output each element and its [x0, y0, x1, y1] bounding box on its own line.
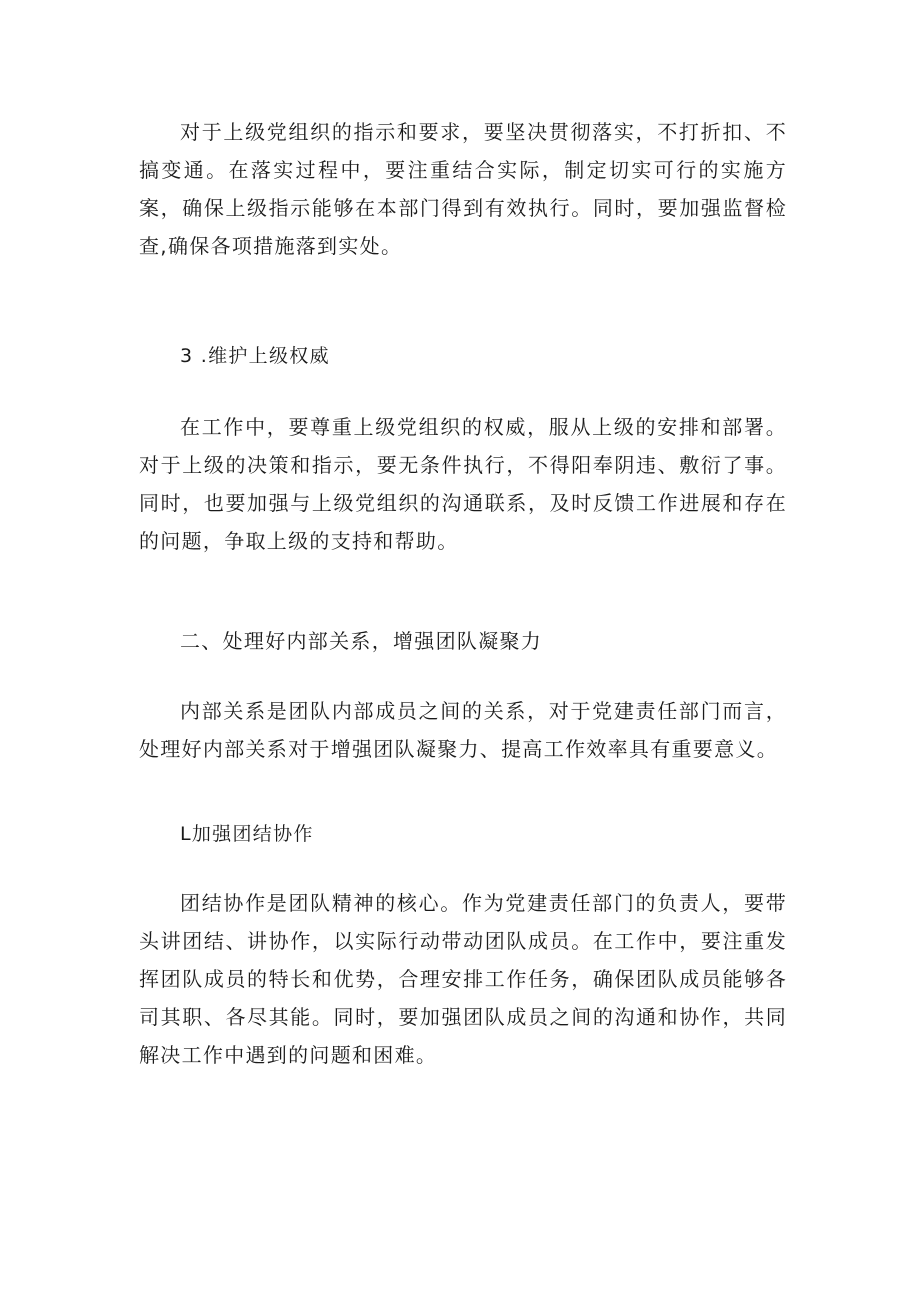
- section-heading-internal-relations: 二、处理好内部关系，增强团队凝聚力: [180, 629, 543, 653]
- paragraph-implement-instructions: 对于上级党组织的指示和要求，要坚决贯彻落实，不打折扣、不搞变通。在落实过程中，要注重结合实际，制定切实可行的实施方案，确保上级指示能够在本部门得到有效执行。同时，要加强监督检查,确保各项措施落到实处。: [139, 120, 787, 258]
- paragraph-respect-authority: 在工作中，要尊重上级党组织的权威，服从上级的安排和部署。对于上级的决策和指示，要无条件执行，不得阳奉阴违、敷衍了事。同时，也要加强与上级党组织的沟通联系，及时反馈工作进展和存在的问题，争取上级的支持和帮助。: [139, 415, 787, 553]
- paragraph-internal-relations: 内部关系是团队内部成员之间的关系，对于党建责任部门而言，处理好内部关系对于增强团队凝聚力、提高工作效率具有重要意义。: [139, 699, 787, 761]
- subheading-strengthen-unity: L加强团结协作: [180, 823, 314, 845]
- paragraph-teamwork: 团结协作是团队精神的核心。作为党建责任部门的负责人，要带头讲团结、讲协作，以实际行动带动团队成员。在工作中，要注重发挥团队成员的特长和优势，合理安排工作任务，确保团队成员能够各司其职、各尽其能。同时，要加强团队成员之间的沟通和协作，共同解决工作中遇到的问题和困难。: [139, 891, 787, 1067]
- subheading-maintain-authority: 3 .维护上级权威: [180, 345, 330, 367]
